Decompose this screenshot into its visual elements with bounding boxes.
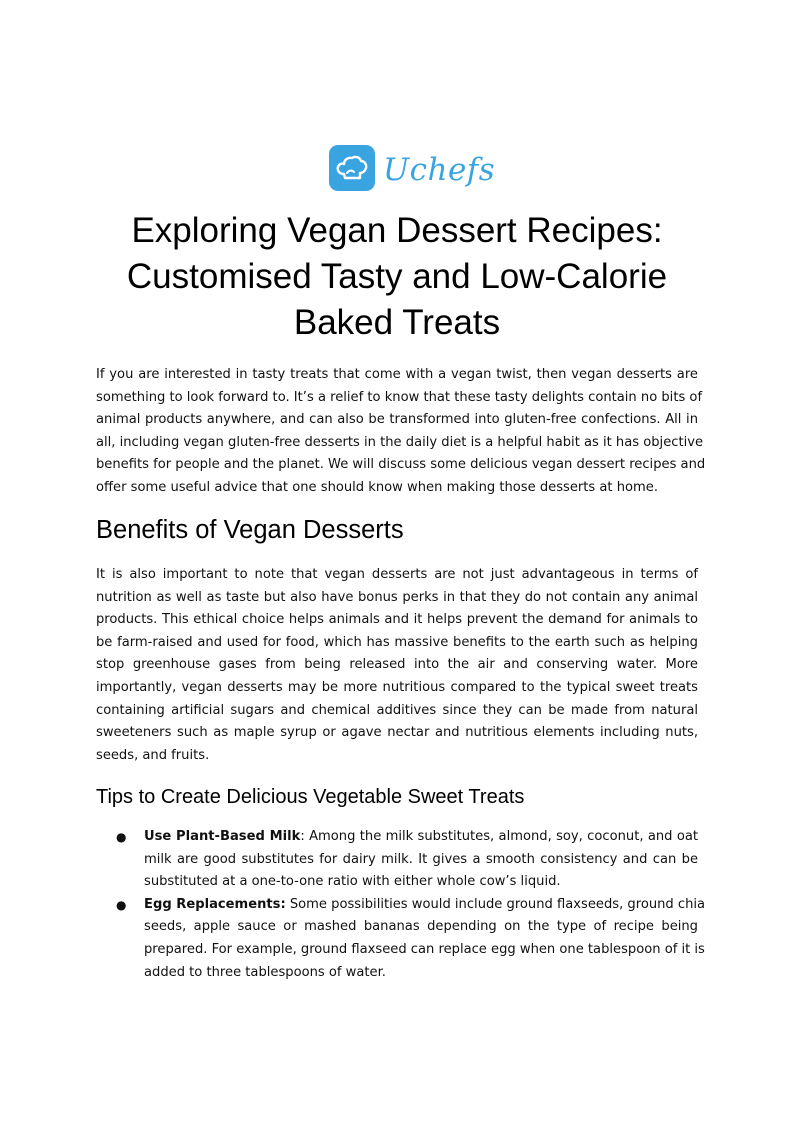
text-line: prepared. For example, ground flaxseed can replace egg when one tablespoon of it is: [144, 941, 705, 957]
text-line: It is also important to note that vegan desserts are not just advantageous in terms of: [96, 567, 698, 582]
page-title: [96, 208, 698, 346]
text-line: sweeteners such as maple syrup or agave nectar and nutritious elements including nuts,: [96, 725, 698, 741]
tips-list: [96, 826, 706, 984]
tip-text: Some possibilities would include ground flaxseeds, ground chia: [285, 896, 706, 912]
text-line: be farm-raised and used for food, which has massive benefits to the earth such as helping: [96, 634, 698, 650]
text-line: added to three tablespoons of water.: [144, 964, 386, 980]
text-line: stop greenhouse gases from being released into the air and conserving water. More: [96, 657, 698, 673]
title-line: Exploring Vegan Dessert Recipes:: [131, 211, 663, 250]
text-line: something to look forward to. It’s a relief to know that these tasty delights contain no bits of: [96, 389, 703, 405]
text-line: products. This ethical choice helps animals and it helps prevent the demand for animals to: [96, 612, 698, 628]
text-line: [144, 826, 698, 849]
tips-heading: Tips to Create Delicious Vegetable Sweet Treats: [96, 786, 525, 808]
title-line: Baked Treats: [293, 303, 501, 342]
text-line: all, including vegan gluten-free desserts in the daily diet is a helpful habit as it has objective: [96, 434, 704, 450]
benefits-heading: Benefits of Vegan Desserts: [96, 516, 404, 544]
chef-hat-icon: [329, 145, 375, 191]
text-line: seeds, apple sauce or mashed bananas depending on the type of recipe being: [144, 919, 698, 935]
benefits-paragraph: [96, 564, 698, 767]
brand-logo: [329, 145, 495, 191]
tip-label: Use Plant-Based Milk: [144, 829, 301, 844]
text-line: seeds, and fruits.: [96, 747, 210, 763]
text-line: milk are good substitutes for dairy milk. It gives a smooth consistency and can be: [144, 851, 698, 867]
brand-name: Uchefs: [383, 152, 496, 188]
title-line: Customised Tasty and Low-Calorie: [126, 257, 668, 296]
bullet-icon: ●: [116, 830, 127, 844]
text-line: animal products anywhere, and can also be transformed into gluten-free confections. All in: [96, 412, 698, 428]
intro-paragraph: [96, 364, 706, 500]
text-line: substituted at a one-to-one ratio with either whole cow’s liquid.: [144, 874, 561, 890]
list-item: [96, 894, 706, 984]
text-line: offer some useful advice that one should know when making those desserts at home.: [96, 479, 658, 495]
text-line: containing artificial sugars and chemical additives since they can be made from natural: [96, 702, 698, 718]
tip-label: Egg Replacements:: [144, 896, 286, 912]
bullet-icon: ●: [116, 897, 127, 912]
text-line: importantly, vegan desserts may be more nutritious compared to the typical sweet treats: [96, 679, 698, 695]
tip-text: Among the milk substitutes, almond, soy, coconut, and oat: [304, 829, 698, 844]
text-line: If you are interested in tasty treats that come with a vegan twist, then vegan desserts are: [96, 367, 698, 382]
text-line: nutrition as well as taste but also have bonus perks in that they do not contain any animal: [96, 589, 698, 605]
list-item: [96, 826, 698, 894]
text-line: [144, 894, 706, 917]
tip-label-separator: :: [300, 829, 305, 844]
text-line: benefits for people and the planet. We will discuss some delicious vegan dessert recipes and: [96, 457, 706, 473]
